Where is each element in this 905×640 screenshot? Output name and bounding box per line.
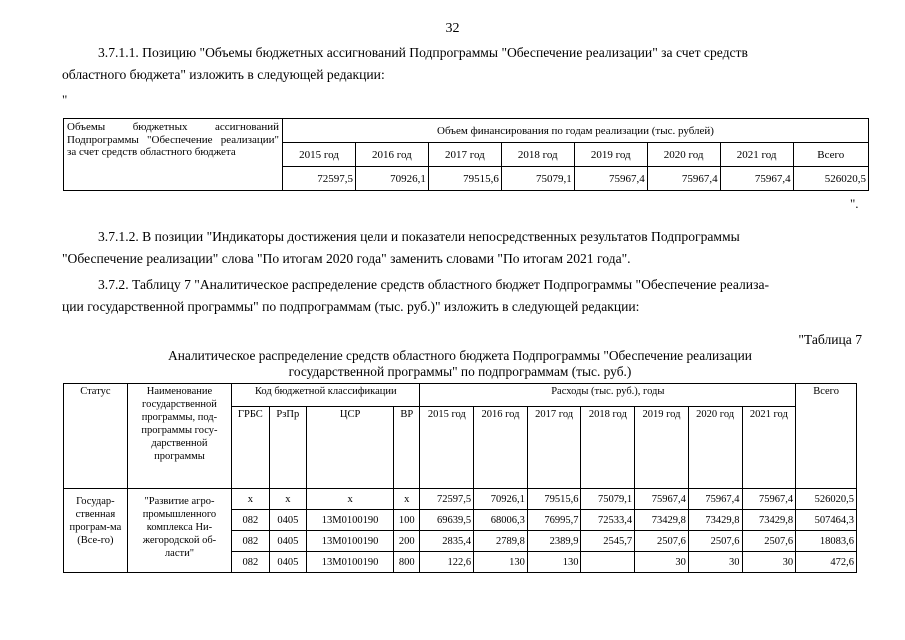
value-cell: 30	[635, 552, 689, 573]
value-cell: 130	[474, 552, 528, 573]
table1-total: 526020,5	[793, 167, 868, 191]
value-cell: 72597,5	[420, 489, 474, 510]
value-cell: 69639,5	[420, 510, 474, 531]
paragraph-line: областного бюджета" изложить в следующей редакции:	[62, 67, 385, 82]
budget-allocation-table	[63, 118, 869, 191]
code-cell: 082	[232, 531, 269, 552]
value-cell: 2789,8	[474, 531, 528, 552]
page-number: 32	[445, 21, 460, 36]
value-cell: 79515,6	[527, 489, 581, 510]
paragraph-line: ции государственной программы" по подпрограммам (тыс. руб.)" изложить в следующей редакции:	[62, 299, 640, 314]
code-cell: х	[394, 489, 420, 510]
value-cell: 130	[527, 552, 581, 573]
value-cell: 75967,4	[742, 489, 796, 510]
code-cell: х	[232, 489, 269, 510]
close-quote: ".	[850, 196, 859, 211]
value-cell: 76995,7	[527, 510, 581, 531]
table-title	[120, 348, 800, 380]
value-cell: 2507,6	[742, 531, 796, 552]
value-cell: 2507,6	[635, 531, 689, 552]
analytical-distribution-table	[63, 383, 857, 573]
table1-total-header: Всего	[793, 143, 868, 167]
header-year: 2015 год	[420, 407, 474, 489]
header-year: 2016 год	[474, 407, 528, 489]
value-cell: 75967,4	[635, 489, 689, 510]
value-cell: 73429,8	[635, 510, 689, 531]
value-cell: 73429,8	[742, 510, 796, 531]
header-expenses: Расходы (тыс. руб.), годы	[420, 384, 796, 407]
program-name-cell: "Развитие агро-промышленного комплекса Ни-жегородской об-ласти"	[127, 489, 231, 573]
code-cell: 0405	[269, 552, 306, 573]
header-vr: ВР	[394, 407, 420, 489]
table1-year: 2018 год	[501, 143, 574, 167]
value-cell: 68006,3	[474, 510, 528, 531]
header-budget-code: Код бюджетной классификации	[232, 384, 420, 407]
value-cell: 30	[742, 552, 796, 573]
value-cell: 2507,6	[688, 531, 742, 552]
code-cell: 13М0100190	[307, 510, 394, 531]
table1-value: 75967,4	[574, 167, 647, 191]
table1-label: Объемы бюджетных ассигнований Подпрограммы "Обеспечение реализации" за счет средств областного бюджета	[64, 119, 283, 191]
header-status: Статус	[64, 384, 128, 489]
table1-year: 2020 год	[647, 143, 720, 167]
total-cell: 472,6	[796, 552, 857, 573]
table1-value: 75967,4	[720, 167, 793, 191]
table1-value: 72597,5	[283, 167, 356, 191]
table1-year: 2021 год	[720, 143, 793, 167]
total-cell: 526020,5	[796, 489, 857, 510]
code-cell: х	[269, 489, 306, 510]
paragraph-line: 3.7.2. Таблицу 7 "Аналитическое распределение средств областного бюджет Подпрограммы "Обеспечение реализа-	[98, 277, 770, 292]
value-cell: 30	[688, 552, 742, 573]
value-cell: 2389,9	[527, 531, 581, 552]
paragraph-3-7-2	[62, 274, 862, 318]
header-grbs: ГРБС	[232, 407, 269, 489]
value-cell: 75079,1	[581, 489, 635, 510]
table1-value: 70926,1	[355, 167, 428, 191]
value-cell: 2545,7	[581, 531, 635, 552]
code-cell: 800	[394, 552, 420, 573]
header-rzpr: РзПр	[269, 407, 306, 489]
value-cell: 75967,4	[688, 489, 742, 510]
code-cell: х	[307, 489, 394, 510]
table1-year: 2016 год	[355, 143, 428, 167]
table-title-line: государственной программы" по подпрограммам (тыс. руб.)	[288, 364, 632, 379]
table-caption: "Таблица 7	[798, 332, 862, 347]
table1-year: 2017 год	[428, 143, 501, 167]
table-title-line: Аналитическое распределение средств областного бюджета Подпрограммы "Обеспечение реализации	[168, 348, 752, 363]
table1-year: 2019 год	[574, 143, 647, 167]
header-year: 2017 год	[527, 407, 581, 489]
paragraph-3-7-1-2	[62, 226, 862, 270]
header-csr: ЦСР	[307, 407, 394, 489]
paragraph-line: 3.7.1.1. Позицию "Объемы бюджетных ассигнований Подпрограммы "Обеспечение реализации" за счет средств	[98, 45, 748, 60]
code-cell: 0405	[269, 531, 306, 552]
table1-value: 79515,6	[428, 167, 501, 191]
paragraph-line: "Обеспечение реализации" слова "По итогам 2020 года" заменить словами "По итогам 2021 года".	[62, 251, 631, 266]
code-cell: 13М0100190	[307, 552, 394, 573]
header-year: 2021 год	[742, 407, 796, 489]
value-cell: 70926,1	[474, 489, 528, 510]
value-cell: 72533,4	[581, 510, 635, 531]
paragraph-line: 3.7.1.2. В позиции "Индикаторы достижения цели и показатели непосредственных результатов Подпрограммы	[98, 229, 740, 244]
paragraph-3-7-1-1	[62, 42, 862, 86]
table1-value: 75967,4	[647, 167, 720, 191]
total-cell: 507464,3	[796, 510, 857, 531]
code-cell: 082	[232, 510, 269, 531]
table1-value: 75079,1	[501, 167, 574, 191]
table1-header: Объем финансирования по годам реализации (тыс. рублей)	[283, 119, 869, 143]
value-cell: 73429,8	[688, 510, 742, 531]
table1-year: 2015 год	[283, 143, 356, 167]
open-quote: "	[62, 92, 68, 107]
value-cell: 2835,4	[420, 531, 474, 552]
code-cell: 13М0100190	[307, 531, 394, 552]
value-cell: 122,6	[420, 552, 474, 573]
status-cell: Государ-ственная програм-ма (Все-го)	[64, 489, 128, 573]
table-row	[64, 489, 857, 510]
header-year: 2019 год	[635, 407, 689, 489]
header-year: 2020 год	[688, 407, 742, 489]
code-cell: 0405	[269, 510, 306, 531]
header-total: Всего	[796, 384, 857, 489]
header-year: 2018 год	[581, 407, 635, 489]
header-program-name: Наименование государственной программы, под-программы госу-дарственной программы	[127, 384, 231, 489]
value-cell	[581, 552, 635, 573]
total-cell: 18083,6	[796, 531, 857, 552]
code-cell: 200	[394, 531, 420, 552]
code-cell: 100	[394, 510, 420, 531]
code-cell: 082	[232, 552, 269, 573]
